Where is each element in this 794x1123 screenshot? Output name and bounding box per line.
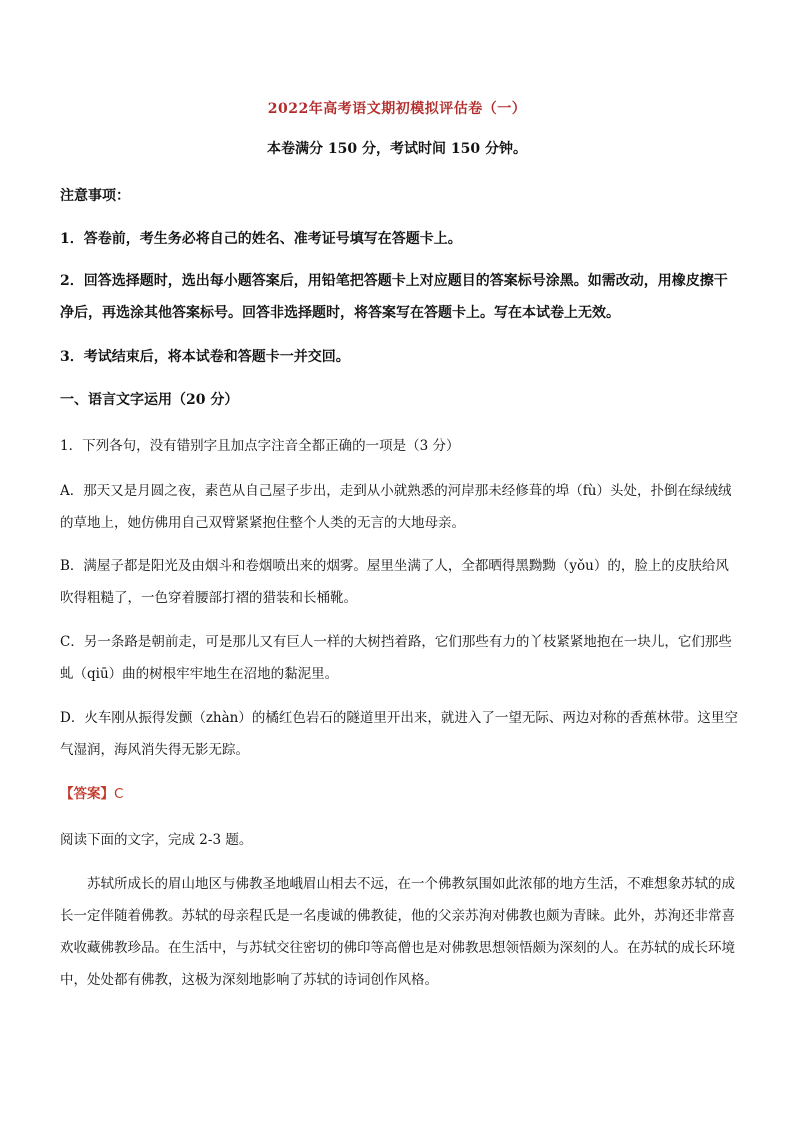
reading-passage: 苏轼所成长的眉山地区与佛教圣地峨眉山相去不远，在一个佛教氛围如此浓郁的地方生活，不难想象苏轼的成长一定伴随着佛教。苏轼的母亲程氏是一名虔诚的佛教徒，他的父亲苏洵对佛教也颇为青睐。此外，苏洵还非常喜欢收藏佛教珍品。在生活中，与苏轼交往密切的佛印等高僧也是对佛教思想领悟颇为深刻的人。在苏轼的成长环境中，处处都有佛教，这极为深刻地影响了苏轼的诗词创作风格。 [60, 876, 735, 988]
question-1: 1．下列各句，没有错别字且加点字注音全都正确的一项是（3 分） [60, 438, 460, 454]
option-d: D．火车刚从振得发颤（zhàn）的橘红色岩石的隧道里开出来，就进入了一望无际、两边对称的香蕉林带。这里空气湿润，海风消失得无影无踪。 [60, 710, 738, 758]
answer-value: C [114, 786, 124, 802]
answer-label: 【答案】 [60, 786, 114, 802]
notice-heading: 注意事项： [60, 188, 130, 204]
section1-heading: 一、语言文字运用（20 分） [60, 392, 239, 408]
option-a: A．那天又是月圆之夜，素芭从自己屋子步出，走到从小就熟悉的河岸那未经修葺的埠（fù）头处，扑倒在绿绒绒的草地上，她仿佛用自己双臂紧紧抱住整个人类的无言的大地母亲。 [60, 483, 732, 531]
answer-line [60, 778, 740, 810]
option-c: C．另一条路是朝前走，可是那儿又有巨人一样的大树挡着路，它们那些有力的丫枝紧紧地抱在一块儿，它们那些虬（qiū）曲的树根牢牢地生在沼地的黏泥里。 [60, 634, 732, 682]
notice-item-2: 2．回答选择题时，选出每小题答案后，用铅笔把答题卡上对应题目的答案标号涂黑。如需改动，用橡皮擦干净后，再选涂其他答案标号。回答非选择题时，将答案写在答题卡上。写在本试卷上无效。 [60, 273, 728, 321]
option-b: B．满屋子都是阳光及由烟斗和卷烟喷出来的烟雾。屋里坐满了人，全都晒得黑黝黝（yǒu）的，脸上的皮肤给风吹得粗糙了，一色穿着腰部打褶的猎装和长桶靴。 [60, 558, 729, 606]
document-title: 2022年高考语文期初模拟评估卷（一） [267, 101, 527, 117]
reading-intro: 阅读下面的文字，完成 2-3 题。 [60, 832, 253, 848]
notice-item-1: 1．答卷前，考生务必将自己的姓名、准考证号填写在答题卡上。 [60, 231, 462, 247]
document-subtitle: 本卷满分 150 分，考试时间 150 分钟。 [267, 141, 527, 157]
notice-item-3: 3．考试结束后，将本试卷和答题卡一并交回。 [60, 349, 350, 365]
